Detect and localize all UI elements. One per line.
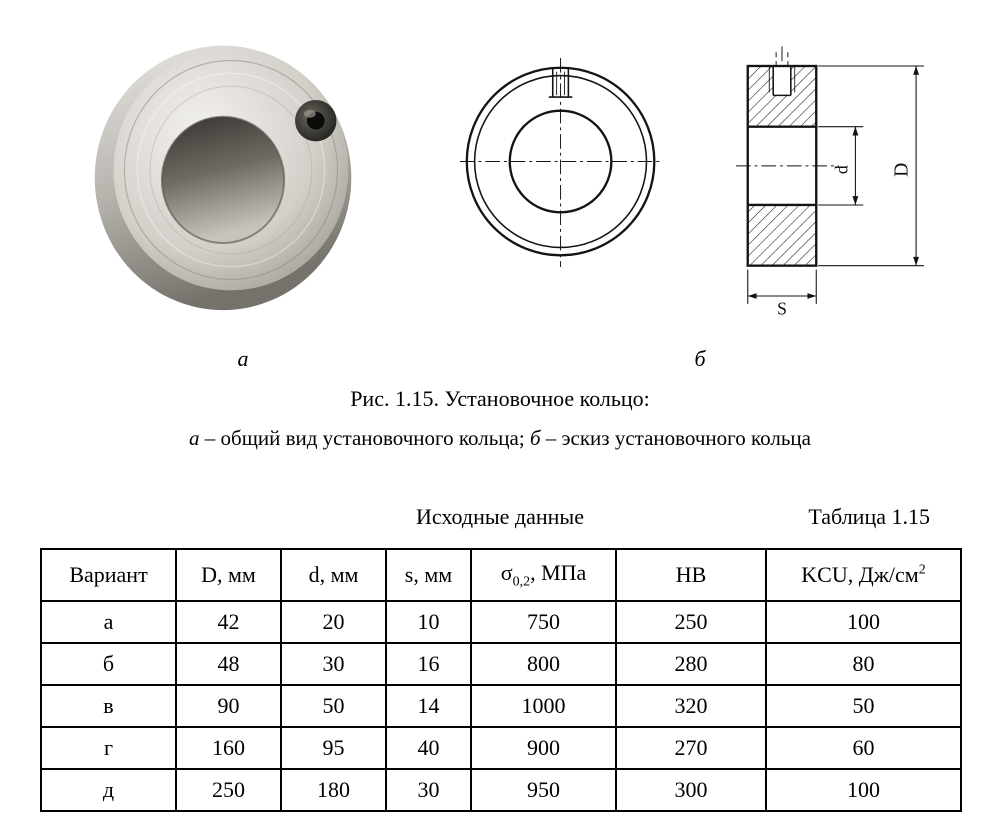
table-cell: 270 [616, 727, 766, 769]
col-header-D: D, мм [176, 549, 281, 601]
table-cell: 30 [281, 643, 386, 685]
table-body [41, 601, 961, 811]
table-cell: 50 [281, 685, 386, 727]
table-cell: 160 [176, 727, 281, 769]
ring-photo [86, 22, 364, 318]
figure-label-b: б [694, 346, 706, 371]
table-cell: 800 [471, 643, 616, 685]
col-header-d: d, мм [281, 549, 386, 601]
set-screw [295, 100, 336, 141]
table-cell: 30 [386, 769, 471, 811]
caption-part-a-label: а [189, 426, 200, 450]
table-row [41, 643, 961, 685]
figure-caption-title: Рис. 1.15. Установочное кольцо: [350, 386, 650, 411]
table-cell: 10 [386, 601, 471, 643]
table-cell: 900 [471, 727, 616, 769]
table-cell: 50 [766, 685, 961, 727]
table-cell: 250 [176, 769, 281, 811]
table-cell: 14 [386, 685, 471, 727]
variants-table [40, 548, 962, 812]
kcu-superscript: 2 [918, 562, 926, 578]
table-cell: 20 [281, 601, 386, 643]
sigma-symbol: σ [500, 559, 513, 585]
table-row [41, 685, 961, 727]
col-header-sigma [471, 549, 616, 601]
table-cell: 750 [471, 601, 616, 643]
sigma-subscript: 0,2 [512, 574, 531, 590]
table-cell: г [41, 727, 176, 769]
dim-label-d: d [831, 165, 852, 175]
table-header-row [41, 549, 961, 601]
table-row [41, 601, 961, 643]
caption-part-a-text: – общий вид установочного кольца; [199, 426, 530, 450]
table-cell: 100 [766, 769, 961, 811]
kcu-text: KCU, Дж/см [801, 562, 919, 587]
table-cell: 16 [386, 643, 471, 685]
table-cell: 40 [386, 727, 471, 769]
figure-caption-subtitle [0, 426, 1000, 451]
table-cell: 60 [766, 727, 961, 769]
sigma-units: , МПа [530, 559, 587, 585]
caption-part-b-text: – эскиз установочного кольца [540, 426, 811, 450]
table-cell: 100 [766, 601, 961, 643]
table-cell: 42 [176, 601, 281, 643]
col-header-hb: НВ [616, 549, 766, 601]
col-header-s: s, мм [386, 549, 471, 601]
table-cell: д [41, 769, 176, 811]
dim-label-D: D [891, 162, 913, 177]
table-cell: 95 [281, 727, 386, 769]
table-cell: 48 [176, 643, 281, 685]
figure-label-a: а [237, 346, 249, 371]
front-view-drawing [458, 52, 668, 272]
table-cell: 950 [471, 769, 616, 811]
table-cell: в [41, 685, 176, 727]
table-cell: 300 [616, 769, 766, 811]
dim-label-S: S [777, 298, 787, 316]
table-cell: 180 [281, 769, 386, 811]
col-header-variant: Вариант [41, 549, 176, 601]
table-cell: а [41, 601, 176, 643]
table-cell: 250 [616, 601, 766, 643]
col-header-kcu [766, 549, 961, 601]
table-cell: 1000 [471, 685, 616, 727]
caption-part-b-label: б [529, 426, 541, 450]
table-header [41, 549, 961, 601]
table-title: Исходные данные [416, 504, 584, 529]
table-cell: б [41, 643, 176, 685]
table-cell: 80 [766, 643, 961, 685]
ring-body [95, 46, 352, 310]
table-row [41, 769, 961, 811]
table-number: Таблица 1.15 [808, 504, 930, 529]
table-cell: 280 [616, 643, 766, 685]
section-view-drawing [736, 46, 966, 316]
table-cell: 90 [176, 685, 281, 727]
table-cell: 320 [616, 685, 766, 727]
table-row [41, 727, 961, 769]
dimension-S [748, 270, 817, 316]
